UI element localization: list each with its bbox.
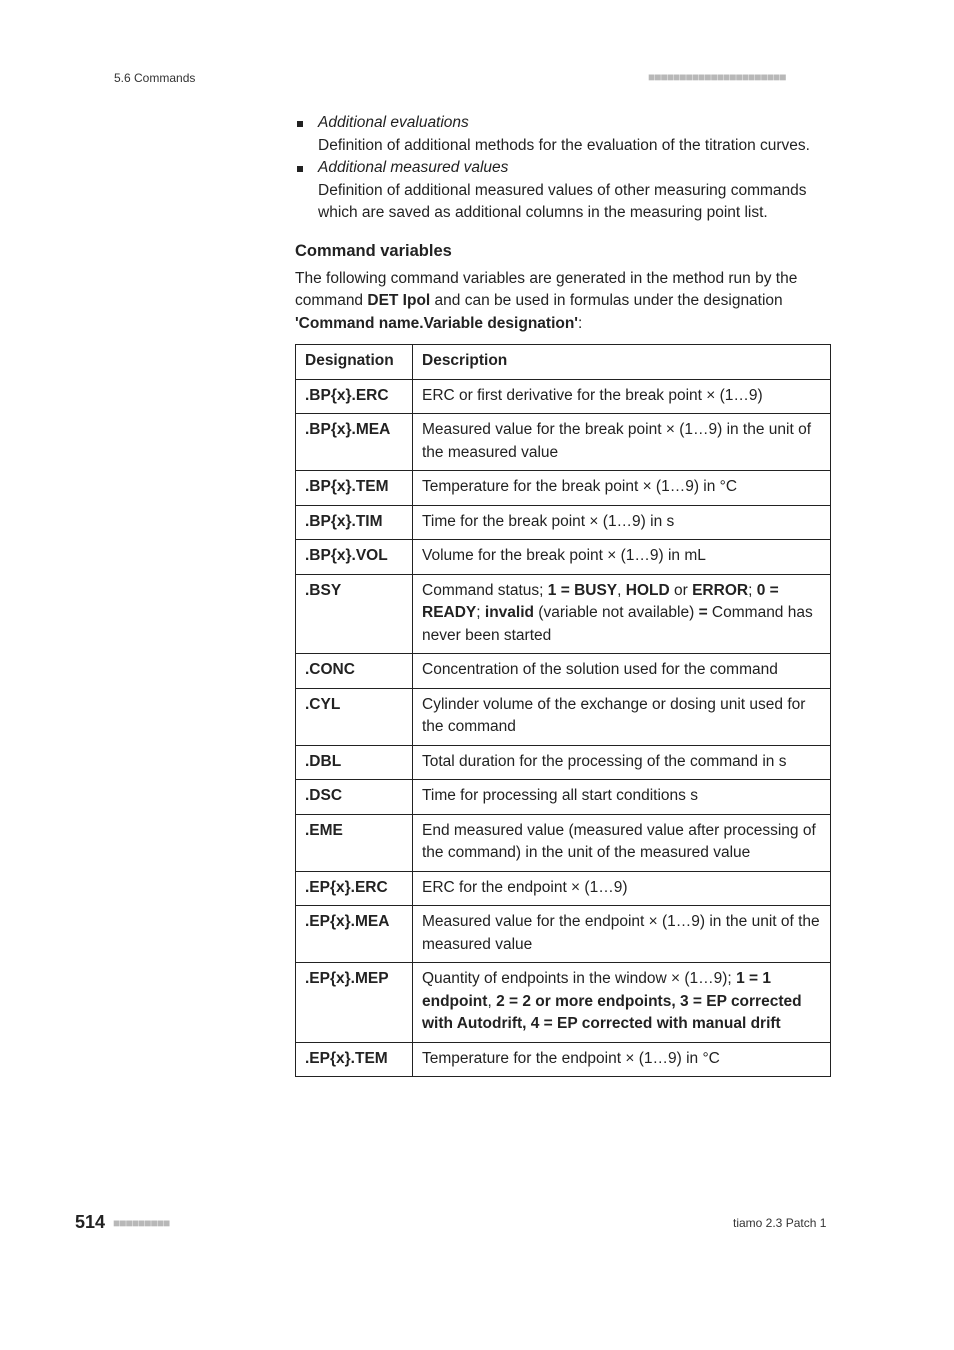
variable-designation: .EME	[296, 814, 413, 871]
variable-designation: .EP{x}.MEP	[296, 963, 413, 1043]
bullet-description: Definition of additional methods for the evaluation of the titration curves.	[318, 136, 810, 154]
variable-designation: .BP{x}.MEA	[296, 414, 413, 471]
variable-designation: .DSC	[296, 780, 413, 815]
running-header-section: 5.6 Commands	[114, 71, 196, 85]
table-row	[296, 745, 831, 780]
list-item	[295, 112, 831, 157]
table-row	[296, 379, 831, 414]
bullet-title: Additional evaluations	[318, 114, 469, 131]
variable-designation: .EP{x}.TEM	[296, 1042, 413, 1077]
variable-description: Temperature for the break point × (1…9) in °C	[413, 471, 831, 506]
variable-description: Command status; 1 = BUSY, HOLD or ERROR; 0 = READY; invalid (variable not available) = Command has never been started	[413, 574, 831, 654]
section-intro: The following command variables are generated in the method run by the command DET Ipol and can be used in formulas under the designation 'Command name.Variable designation':	[295, 269, 798, 332]
table-row	[296, 574, 831, 654]
variable-description: ERC or first derivative for the break point × (1…9)	[413, 379, 831, 414]
table-row	[296, 688, 831, 745]
variable-description: Volume for the break point × (1…9) in mL	[413, 540, 831, 575]
page-number: 514	[75, 1212, 106, 1232]
product-name: tiamo 2.3 Patch 1	[733, 1216, 827, 1230]
bullet-square-icon	[297, 166, 303, 172]
variable-designation: .BP{x}.ERC	[296, 379, 413, 414]
variable-description: Concentration of the solution used for the command	[413, 654, 831, 689]
variable-designation: .EP{x}.MEA	[296, 906, 413, 963]
bullet-square-icon	[297, 121, 303, 127]
variable-designation: .EP{x}.ERC	[296, 871, 413, 906]
table-row	[296, 1042, 831, 1077]
variable-designation: .BSY	[296, 574, 413, 654]
variable-description: Time for the break point × (1…9) in s	[413, 505, 831, 540]
variable-designation: .BP{x}.VOL	[296, 540, 413, 575]
variable-description: Total duration for the processing of the command in s	[413, 745, 831, 780]
bullet-title: Additional measured values	[318, 159, 509, 176]
running-header-decoration: ■■■■■■■■■■■■■■■■■■■■■■	[648, 70, 786, 84]
variable-description: Cylinder volume of the exchange or dosing unit used for the command	[413, 688, 831, 745]
table-row	[296, 471, 831, 506]
variable-designation: .BP{x}.TIM	[296, 505, 413, 540]
variable-description: Measured value for the endpoint × (1…9) in the unit of the measured value	[413, 906, 831, 963]
table-row	[296, 780, 831, 815]
variable-designation: .DBL	[296, 745, 413, 780]
section-heading: Command variables	[295, 241, 452, 260]
column-header-designation: Designation	[296, 345, 413, 380]
variable-description: Measured value for the break point × (1…9) in the unit of the measured value	[413, 414, 831, 471]
variable-description: End measured value (measured value after processing of the command) in the unit of the measured value	[413, 814, 831, 871]
bullet-description: Definition of additional measured values of other measuring commands which are saved as additional columns in the measuring point list.	[318, 181, 807, 221]
table-row	[296, 414, 831, 471]
variable-designation: .BP{x}.TEM	[296, 471, 413, 506]
page-content	[295, 112, 831, 1077]
table-row	[296, 963, 831, 1043]
column-header-description: Description	[413, 345, 831, 380]
table-row	[296, 505, 831, 540]
table-row	[296, 906, 831, 963]
variable-description: Temperature for the endpoint × (1…9) in °C	[413, 1042, 831, 1077]
table-row	[296, 871, 831, 906]
list-item	[295, 157, 831, 225]
variable-designation: .CONC	[296, 654, 413, 689]
command-variables-table	[295, 344, 831, 1077]
variable-description: ERC for the endpoint × (1…9)	[413, 871, 831, 906]
variable-description: Quantity of endpoints in the window × (1…9); 1 = 1 endpoint, 2 = 2 or more endpoints, 3 = EP corrected with Autodrift, 4 = EP corrected with manual drift	[413, 963, 831, 1043]
table-row	[296, 814, 831, 871]
bullet-list	[295, 112, 831, 225]
table-row	[296, 540, 831, 575]
variable-description: Time for processing all start conditions s	[413, 780, 831, 815]
table-row	[296, 654, 831, 689]
table-header-row	[296, 345, 831, 380]
variable-designation: .CYL	[296, 688, 413, 745]
footer-decoration: ■■■■■■■■■	[113, 1216, 170, 1230]
